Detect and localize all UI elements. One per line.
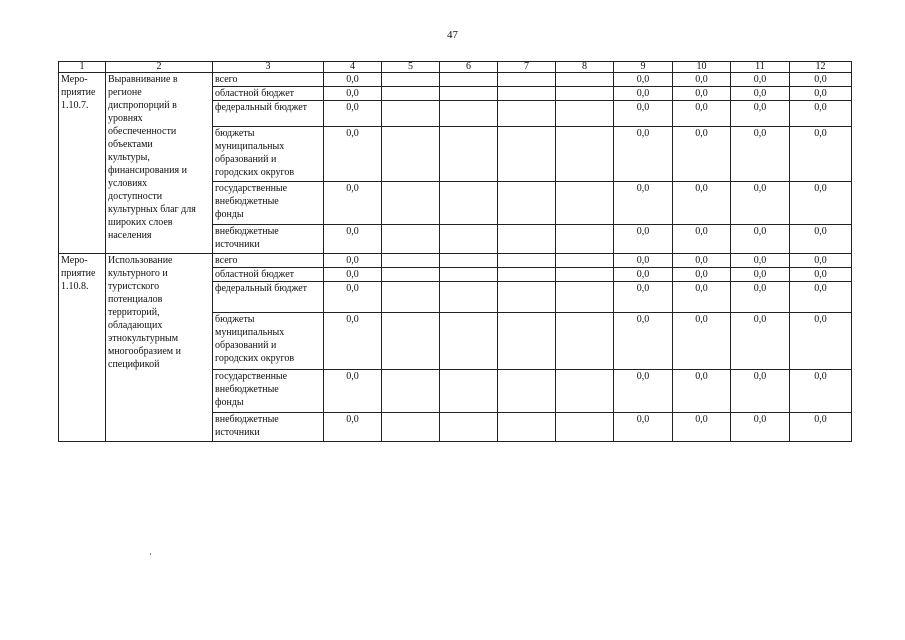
event-name-cell-line: диспропорций в [108, 100, 177, 111]
value-col-11: 0,0 [731, 182, 790, 225]
value-col-10: 0,0 [673, 370, 731, 413]
event-name-cell [106, 73, 213, 254]
value-col-10: 0,0 [673, 73, 731, 87]
value-col-12: 0,0 [790, 101, 852, 127]
event-name-cell-line: этнокультурным [108, 333, 179, 344]
value-col-11: 0,0 [731, 101, 790, 127]
value-col-6 [440, 225, 498, 254]
value-col-7 [498, 101, 556, 127]
value-col-6 [440, 370, 498, 413]
column-number: 9 [614, 62, 673, 73]
value-col-7 [498, 127, 556, 182]
value-col-9: 0,0 [614, 225, 673, 254]
funding-source-cell-line: городских округов [215, 353, 295, 364]
value-col-12: 0,0 [790, 225, 852, 254]
event-name-cell-line: туристского [108, 281, 160, 292]
value-col-9: 0,0 [614, 268, 673, 282]
value-col-4: 0,0 [324, 268, 382, 282]
value-col-7 [498, 182, 556, 225]
funding-source-cell-line: городских округов [215, 167, 295, 178]
column-number: 7 [498, 62, 556, 73]
value-col-12: 0,0 [790, 73, 852, 87]
value-col-12: 0,0 [790, 268, 852, 282]
value-col-8 [556, 313, 614, 370]
column-number: 2 [106, 62, 213, 73]
column-number: 10 [673, 62, 731, 73]
funding-source-cell-line: внебюджетные [215, 384, 279, 395]
event-name-cell-line: населения [108, 230, 152, 241]
value-col-11: 0,0 [731, 282, 790, 313]
event-id-cell-line: приятие [61, 87, 96, 98]
value-col-4: 0,0 [324, 73, 382, 87]
value-col-12: 0,0 [790, 87, 852, 101]
value-col-11: 0,0 [731, 87, 790, 101]
event-id-cell-line: 1.10.7. [61, 100, 89, 111]
value-col-7 [498, 268, 556, 282]
table-row [59, 73, 852, 87]
value-col-8 [556, 413, 614, 442]
value-col-12: 0,0 [790, 282, 852, 313]
event-name-cell-line: широких слоев [108, 217, 173, 228]
event-name-cell-line: территорий, [108, 307, 160, 318]
value-col-10: 0,0 [673, 225, 731, 254]
funding-source-cell [213, 182, 324, 225]
funding-source-cell-line: муниципальных [215, 327, 285, 338]
value-col-5 [382, 254, 440, 268]
value-col-8 [556, 268, 614, 282]
value-col-5 [382, 282, 440, 313]
value-col-5 [382, 87, 440, 101]
value-col-10: 0,0 [673, 254, 731, 268]
value-col-11: 0,0 [731, 254, 790, 268]
column-number: 1 [59, 62, 106, 73]
value-col-6 [440, 87, 498, 101]
funding-source-cell-line: всего [215, 74, 238, 85]
value-col-7 [498, 87, 556, 101]
funding-source-cell-line: фонды [215, 397, 244, 408]
value-col-4: 0,0 [324, 127, 382, 182]
column-number: 6 [440, 62, 498, 73]
value-col-12: 0,0 [790, 182, 852, 225]
value-col-4: 0,0 [324, 313, 382, 370]
funding-source-cell-line: внебюджетные [215, 196, 279, 207]
value-col-9: 0,0 [614, 182, 673, 225]
funding-source-cell [213, 268, 324, 282]
funding-source-cell-line: внебюджетные [215, 226, 279, 237]
event-id-cell [59, 254, 106, 442]
value-col-9: 0,0 [614, 413, 673, 442]
value-col-8 [556, 254, 614, 268]
column-number: 3 [213, 62, 324, 73]
column-number: 12 [790, 62, 852, 73]
event-name-cell-line: объектами [108, 139, 153, 150]
column-number-row [59, 62, 852, 73]
value-col-11: 0,0 [731, 127, 790, 182]
value-col-5 [382, 313, 440, 370]
funding-source-cell [213, 413, 324, 442]
event-name-cell-line: доступности [108, 191, 163, 202]
event-id-cell-line: 1.10.8. [61, 281, 89, 292]
event-name-cell-line: многообразием и [108, 346, 181, 357]
funding-source-cell-line: бюджеты [215, 128, 255, 139]
funding-source-cell-line: внебюджетные [215, 414, 279, 425]
column-number: 4 [324, 62, 382, 73]
value-col-12: 0,0 [790, 127, 852, 182]
value-col-5 [382, 225, 440, 254]
value-col-5 [382, 127, 440, 182]
value-col-5 [382, 413, 440, 442]
funding-source-cell-line: источники [215, 427, 260, 438]
value-col-9: 0,0 [614, 254, 673, 268]
event-name-cell-line: Использование [108, 255, 173, 266]
event-name-cell-line: регионе [108, 87, 142, 98]
value-col-4: 0,0 [324, 413, 382, 442]
funding-source-cell-line: государственные [215, 183, 288, 194]
value-col-7 [498, 370, 556, 413]
value-col-7 [498, 313, 556, 370]
value-col-6 [440, 282, 498, 313]
funding-source-cell [213, 313, 324, 370]
funding-source-cell-line: областной бюджет [215, 269, 295, 280]
value-col-6 [440, 268, 498, 282]
value-col-10: 0,0 [673, 101, 731, 127]
event-name-cell-line: культуры, [108, 152, 150, 163]
value-col-11: 0,0 [731, 225, 790, 254]
value-col-9: 0,0 [614, 73, 673, 87]
column-number: 11 [731, 62, 790, 73]
value-col-8 [556, 73, 614, 87]
value-col-11: 0,0 [731, 313, 790, 370]
event-name-cell-line: уровнях [108, 113, 143, 124]
value-col-11: 0,0 [731, 370, 790, 413]
funding-source-cell-line: муниципальных [215, 141, 285, 152]
value-col-10: 0,0 [673, 313, 731, 370]
value-col-7 [498, 282, 556, 313]
event-id-cell-line: приятие [61, 268, 96, 279]
funding-source-cell-line: фонды [215, 209, 244, 220]
funding-source-cell [213, 254, 324, 268]
column-number: 8 [556, 62, 614, 73]
value-col-5 [382, 101, 440, 127]
value-col-11: 0,0 [731, 413, 790, 442]
value-col-11: 0,0 [731, 73, 790, 87]
value-col-6 [440, 254, 498, 268]
column-number: 5 [382, 62, 440, 73]
event-name-cell-line: культурных благ для [108, 204, 196, 215]
value-col-5 [382, 268, 440, 282]
table-row [59, 254, 852, 268]
value-col-8 [556, 282, 614, 313]
funding-source-cell-line: федеральный бюджет [215, 283, 308, 294]
value-col-8 [556, 87, 614, 101]
value-col-12: 0,0 [790, 254, 852, 268]
table-body [59, 62, 852, 442]
event-name-cell-line: спецификой [108, 359, 160, 370]
value-col-12: 0,0 [790, 313, 852, 370]
funding-source-cell-line: всего [215, 255, 238, 266]
event-name-cell-line: обеспеченности [108, 126, 177, 137]
funding-source-cell-line: образований и [215, 154, 277, 165]
event-name-cell-line: культурного и [108, 268, 168, 279]
value-col-6 [440, 127, 498, 182]
event-name-cell-line: условиях [108, 178, 148, 189]
budget-table [58, 61, 852, 442]
value-col-7 [498, 225, 556, 254]
value-col-11: 0,0 [731, 268, 790, 282]
value-col-9: 0,0 [614, 101, 673, 127]
funding-source-cell [213, 101, 324, 127]
value-col-6 [440, 73, 498, 87]
value-col-6 [440, 101, 498, 127]
value-col-4: 0,0 [324, 225, 382, 254]
event-name-cell-line: финансирования и [108, 165, 187, 176]
value-col-7 [498, 254, 556, 268]
value-col-10: 0,0 [673, 282, 731, 313]
funding-source-cell [213, 282, 324, 313]
value-col-10: 0,0 [673, 127, 731, 182]
funding-source-cell-line: федеральный бюджет [215, 102, 308, 113]
value-col-5 [382, 73, 440, 87]
value-col-6 [440, 413, 498, 442]
value-col-5 [382, 370, 440, 413]
value-col-5 [382, 182, 440, 225]
value-col-4: 0,0 [324, 254, 382, 268]
value-col-4: 0,0 [324, 370, 382, 413]
value-col-9: 0,0 [614, 370, 673, 413]
event-name-cell [106, 254, 213, 442]
value-col-12: 0,0 [790, 413, 852, 442]
value-col-10: 0,0 [673, 268, 731, 282]
funding-source-cell-line: областной бюджет [215, 88, 295, 99]
value-col-4: 0,0 [324, 87, 382, 101]
event-name-cell-line: обладающих [108, 320, 163, 331]
funding-source-cell-line: образований и [215, 340, 277, 351]
scan-speck [150, 553, 151, 555]
value-col-8 [556, 127, 614, 182]
value-col-9: 0,0 [614, 313, 673, 370]
value-col-8 [556, 182, 614, 225]
event-id-cell-line: Меро- [61, 255, 88, 266]
value-col-4: 0,0 [324, 282, 382, 313]
funding-source-cell-line: государственные [215, 371, 288, 382]
value-col-10: 0,0 [673, 182, 731, 225]
page-number: 47 [447, 29, 458, 41]
funding-source-cell-line: бюджеты [215, 314, 255, 325]
funding-source-cell [213, 225, 324, 254]
value-col-8 [556, 101, 614, 127]
event-name-cell-line: потенциалов [108, 294, 163, 305]
value-col-6 [440, 313, 498, 370]
value-col-9: 0,0 [614, 127, 673, 182]
event-name-cell-line: Выравнивание в [108, 74, 178, 85]
funding-source-cell-line: источники [215, 239, 260, 250]
value-col-12: 0,0 [790, 370, 852, 413]
value-col-10: 0,0 [673, 87, 731, 101]
value-col-7 [498, 413, 556, 442]
value-col-7 [498, 73, 556, 87]
value-col-9: 0,0 [614, 87, 673, 101]
funding-source-cell [213, 73, 324, 87]
value-col-8 [556, 370, 614, 413]
value-col-4: 0,0 [324, 101, 382, 127]
funding-source-cell [213, 87, 324, 101]
event-id-cell [59, 73, 106, 254]
value-col-9: 0,0 [614, 282, 673, 313]
event-id-cell-line: Меро- [61, 74, 88, 85]
funding-source-cell [213, 370, 324, 413]
funding-source-cell [213, 127, 324, 182]
value-col-10: 0,0 [673, 413, 731, 442]
value-col-8 [556, 225, 614, 254]
value-col-4: 0,0 [324, 182, 382, 225]
value-col-6 [440, 182, 498, 225]
